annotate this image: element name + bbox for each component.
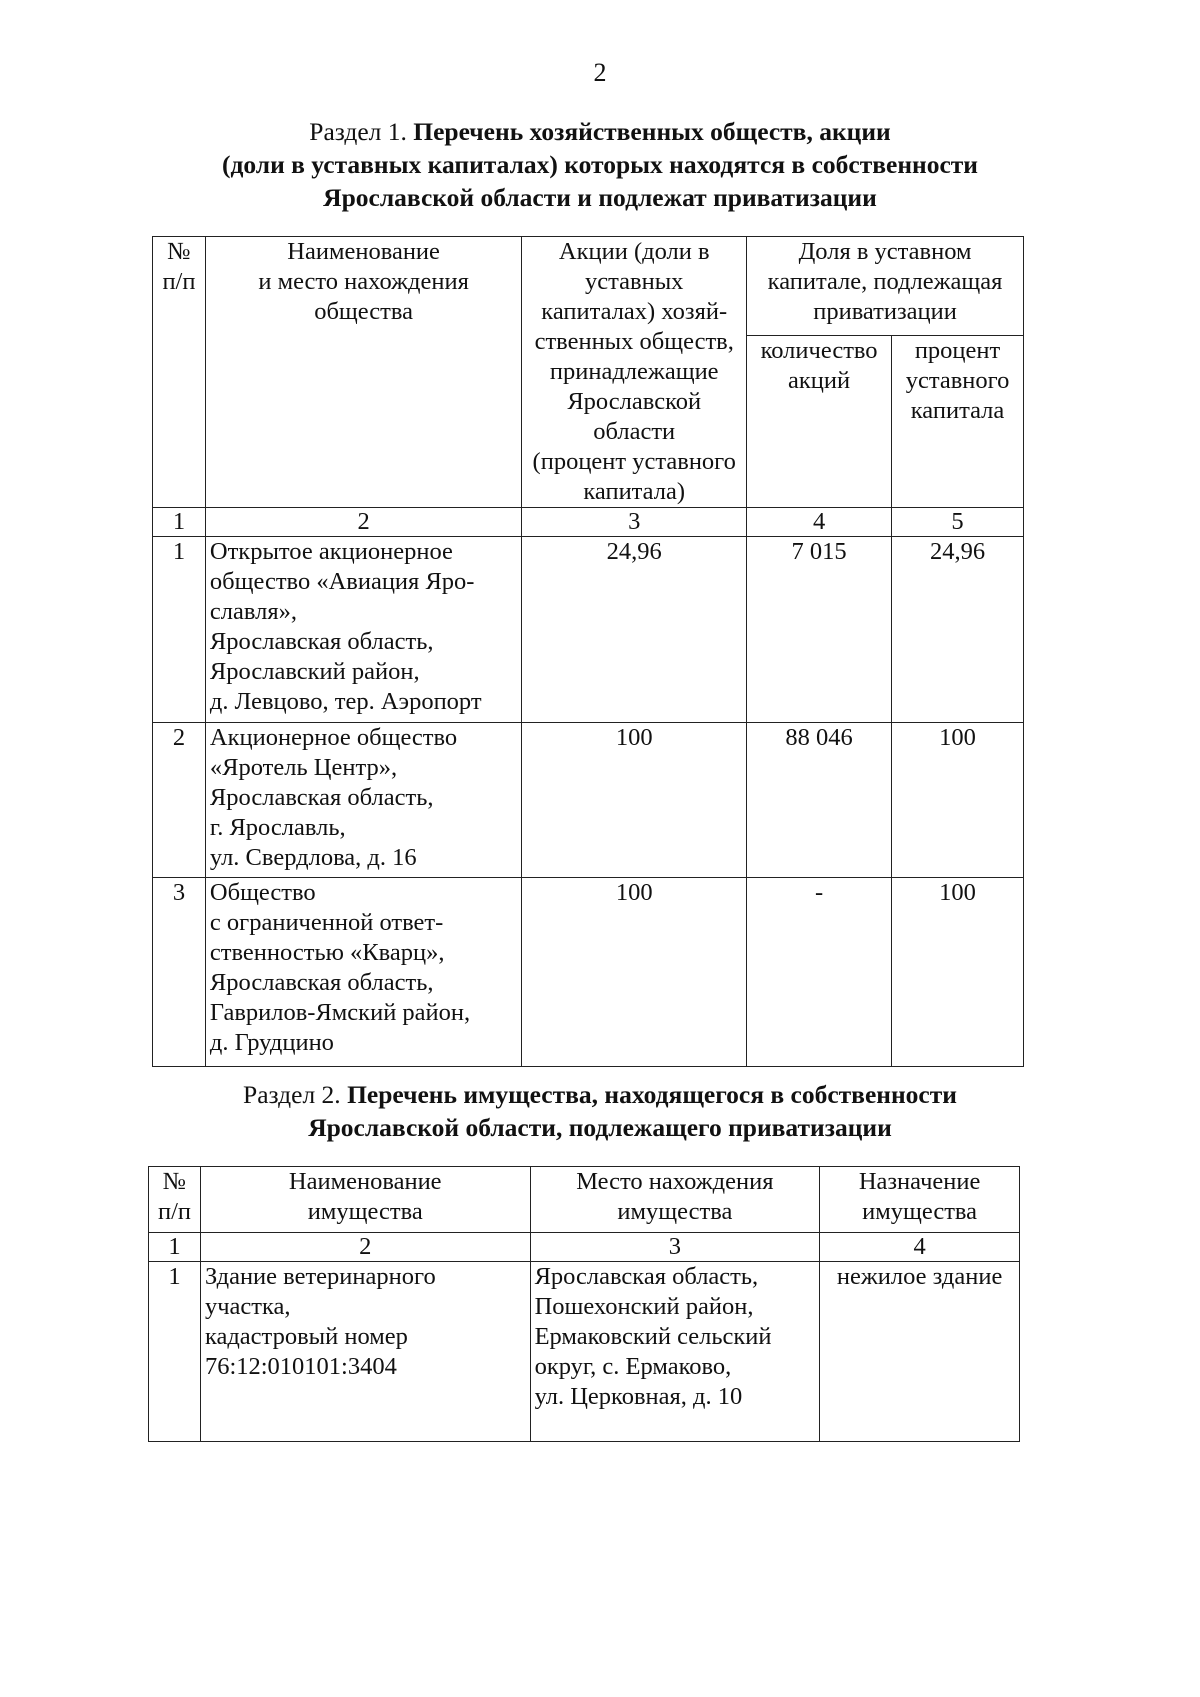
col-number: 1 bbox=[153, 508, 206, 537]
header-num: № п/п bbox=[149, 1167, 201, 1233]
row-shares: 100 bbox=[522, 723, 747, 878]
row-qty: - bbox=[747, 878, 892, 1067]
table-row bbox=[153, 723, 1024, 878]
header-pct: процент уставного капитала bbox=[892, 335, 1024, 507]
header-name: Наименование имущества bbox=[200, 1167, 530, 1233]
row-name: Здание ветеринарного участка, кадастровый номер 76:12:010101:3404 bbox=[200, 1262, 530, 1442]
header-num: № п/п bbox=[153, 237, 206, 508]
section1-col-numbers bbox=[153, 508, 1024, 537]
row-num: 1 bbox=[149, 1262, 201, 1442]
table-row bbox=[153, 878, 1024, 1067]
section2-table bbox=[148, 1166, 1020, 1442]
row-shares: 24,96 bbox=[522, 537, 747, 723]
col-number: 1 bbox=[149, 1233, 201, 1262]
header-shares: Акции (доли в уставных капиталах) хозяй- ственных обществ, принадлежащие Ярославской области (процент уставного капитала) bbox=[522, 237, 747, 508]
row-num: 1 bbox=[153, 537, 206, 723]
table-row bbox=[153, 537, 1024, 723]
row-purpose: нежилое здание bbox=[820, 1262, 1020, 1442]
header-qty: количество акций bbox=[747, 335, 892, 507]
section1-table bbox=[152, 236, 1024, 1067]
row-qty: 88 046 bbox=[747, 723, 892, 878]
section2-col-numbers bbox=[149, 1233, 1020, 1262]
section2-header-row bbox=[149, 1167, 1020, 1233]
col-number: 5 bbox=[892, 508, 1024, 537]
header-share-group: Доля в уставном капитале, подлежащая приватизации bbox=[747, 237, 1024, 336]
col-number: 2 bbox=[205, 508, 521, 537]
col-number: 3 bbox=[522, 508, 747, 537]
col-number: 2 bbox=[200, 1233, 530, 1262]
section2-heading bbox=[0, 1078, 1200, 1144]
header-location: Место нахождения имущества bbox=[530, 1167, 820, 1233]
row-location: Ярославская область, Пошехонский район, Ермаковский сельский округ, с. Ермаково, ул. Церковная, д. 10 bbox=[530, 1262, 820, 1442]
row-name: Акционерное общество «Яротель Центр», Ярославская область, г. Ярославль, ул. Свердлова, д. 16 bbox=[205, 723, 521, 878]
col-number: 4 bbox=[820, 1233, 1020, 1262]
header-purpose: Назначение имущества bbox=[820, 1167, 1020, 1233]
section1-prefix: Раздел 1. bbox=[309, 117, 414, 146]
section1-title-line2: (доли в уставных капиталах) которых находятся в собственности bbox=[221, 150, 979, 179]
header-name: Наименование и место нахождения общества bbox=[205, 237, 521, 508]
row-num: 3 bbox=[153, 878, 206, 1067]
row-num: 2 bbox=[153, 723, 206, 878]
row-pct: 24,96 bbox=[892, 537, 1024, 723]
row-pct: 100 bbox=[892, 878, 1024, 1067]
section2-title-line1: Раздел 2. Перечень имущества, находящегося в собственности bbox=[243, 1080, 957, 1109]
row-qty: 7 015 bbox=[747, 537, 892, 723]
section1-heading bbox=[0, 115, 1200, 214]
section1-title-line3: Ярославской области и подлежат приватизации bbox=[323, 183, 877, 212]
page-number: 2 bbox=[593, 58, 607, 87]
row-name: Открытое акционерное общество «Авиация Яро- славля», Ярославская область, Ярославский район, д. Левцово, тер. Аэропорт bbox=[205, 537, 521, 723]
row-name: Общество с ограниченной ответ- ственностью «Кварц», Ярославская область, Гаврилов-Ямский район, д. Грудцино bbox=[205, 878, 521, 1067]
section1-title-line1: Раздел 1. Перечень хозяйственных обществ, акции bbox=[309, 117, 891, 146]
row-pct: 100 bbox=[892, 723, 1024, 878]
row-shares: 100 bbox=[522, 878, 747, 1067]
section2-title-line2: Ярославской области, подлежащего приватизации bbox=[308, 1113, 892, 1142]
section1-header-row bbox=[153, 237, 1024, 336]
table-row bbox=[149, 1262, 1020, 1442]
col-number: 4 bbox=[747, 508, 892, 537]
section2-prefix: Раздел 2. bbox=[243, 1080, 348, 1109]
col-number: 3 bbox=[530, 1233, 820, 1262]
